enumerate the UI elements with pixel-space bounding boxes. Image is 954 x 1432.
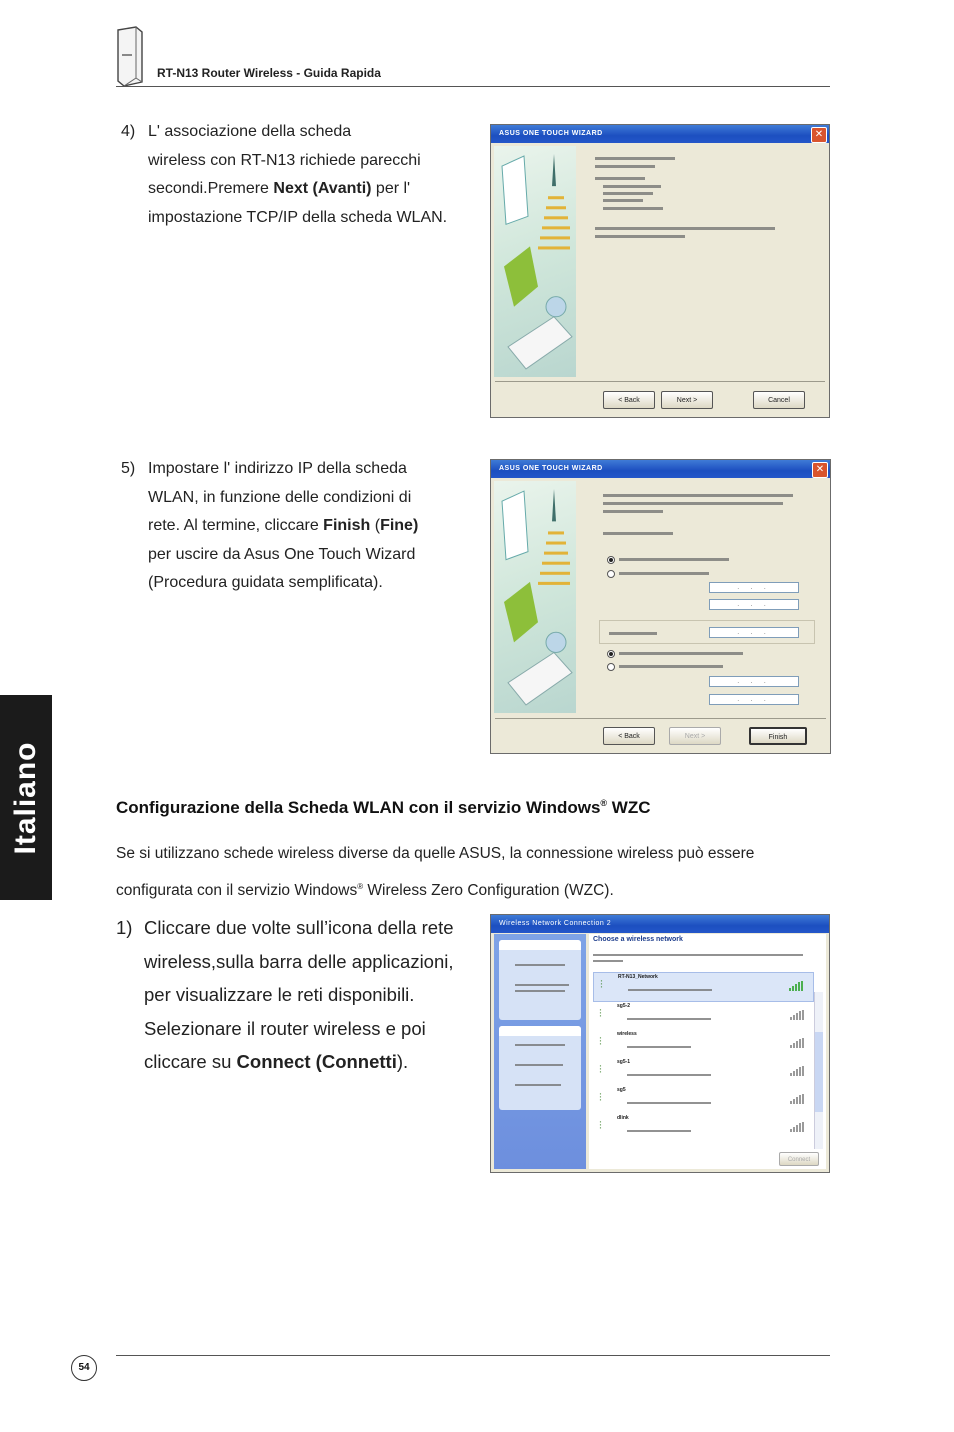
- back-button[interactable]: < Back: [603, 391, 655, 409]
- network-item[interactable]: [593, 1002, 814, 1030]
- header-divider: [116, 86, 830, 87]
- network-name: dlink: [617, 1115, 629, 1121]
- wireless-antenna-icon: ⫶: [599, 1036, 602, 1048]
- network-name: sg5-1: [617, 1059, 631, 1065]
- header-title: RT-N13 Router Wireless - Guida Rapida: [157, 66, 381, 80]
- step-4: [121, 118, 471, 238]
- step-number: 4): [121, 123, 136, 140]
- network-item[interactable]: [593, 1030, 814, 1058]
- section-heading-text: WZC: [607, 798, 651, 817]
- wireless-antenna-icon: ⫶: [599, 1064, 602, 1076]
- obtain-dns-auto-radio[interactable]: [607, 650, 615, 658]
- default-gateway-field[interactable]: . . .: [709, 627, 799, 638]
- language-side-tab: [0, 695, 52, 900]
- dialog-titlebar: ASUS ONE TOUCH WIZARD: [491, 460, 830, 478]
- paragraph-text: configurata con il servizio Windows: [116, 881, 358, 899]
- signal-strength-icon: [790, 1010, 806, 1020]
- section-paragraph: [116, 838, 816, 907]
- step-number: 5): [121, 460, 136, 477]
- subnet-mask-field[interactable]: . . .: [709, 599, 799, 610]
- close-icon: ✕: [812, 462, 828, 478]
- step-number: 1): [116, 917, 133, 938]
- finish-label: Finish: [323, 517, 371, 535]
- network-item[interactable]: [593, 1114, 814, 1142]
- step-text-line: (Procedura guidata semplificata).: [148, 574, 383, 592]
- page-number-badge: 54: [71, 1355, 97, 1381]
- paragraph-line: Se si utilizzano schede wireless diverse da quelle ASUS, la connessione wireless può essere: [116, 845, 755, 862]
- step-text-line: per uscire da Asus One Touch Wizard: [148, 545, 416, 563]
- network-name: sg5: [617, 1087, 626, 1093]
- footer-divider: [116, 1355, 830, 1356]
- network-tasks-panel: [499, 940, 581, 1020]
- step-text: ).: [396, 1051, 409, 1072]
- step-text-line: L' associazione della scheda: [148, 123, 352, 140]
- next-button[interactable]: Next >: [661, 391, 713, 409]
- dialog-titlebar: ASUS ONE TOUCH WIZARD: [491, 125, 829, 143]
- dialog-titlebar: Wireless Network Connection 2: [491, 915, 829, 933]
- step-text: per l': [371, 180, 411, 198]
- step-text-line: wireless con RT-N13 richiede parecchi: [148, 151, 421, 169]
- wireless-antenna-icon: ⫶: [599, 1120, 602, 1132]
- related-tasks-panel: [499, 1026, 581, 1110]
- next-button: Next >: [669, 727, 721, 745]
- next-label: Next (Avanti): [273, 180, 372, 198]
- signal-strength-icon: [790, 1094, 806, 1104]
- finish-button[interactable]: Finish: [749, 727, 807, 745]
- preferred-dns-field[interactable]: . . .: [709, 676, 799, 687]
- wireless-antenna-icon: ⫶: [600, 979, 603, 991]
- connect-label: Connect (Connetti: [236, 1051, 397, 1072]
- registered-mark: ®: [357, 881, 364, 891]
- step-text: rete. Al termine, cliccare: [148, 517, 324, 535]
- section-heading: [116, 798, 650, 818]
- signal-strength-icon: [789, 981, 805, 991]
- connect-button[interactable]: Connect: [779, 1152, 819, 1166]
- signal-strength-icon: [790, 1122, 806, 1132]
- cancel-button[interactable]: Cancel: [753, 391, 805, 409]
- signal-strength-icon: [790, 1066, 806, 1076]
- use-following-ip-radio[interactable]: [607, 570, 615, 578]
- step-text-line: impostazione TCP/IP della scheda WLAN.: [148, 208, 448, 226]
- network-item[interactable]: [593, 972, 814, 1002]
- network-list-scrollbar[interactable]: [814, 992, 823, 1149]
- close-icon: ✕: [811, 127, 827, 143]
- step-5: [121, 455, 471, 605]
- wzc-task-pane: [494, 934, 586, 1169]
- fine-label: Fine): [380, 517, 419, 535]
- step-text-line: Impostare l' indirizzo IP della scheda: [148, 460, 407, 477]
- section-heading-text: Configurazione della Scheda WLAN con il servizio Windows: [116, 798, 601, 817]
- wireless-antenna-icon: ⫶: [599, 1008, 602, 1020]
- step-1: [116, 911, 476, 1086]
- ip-address-field[interactable]: . . .: [709, 582, 799, 593]
- obtain-ip-auto-radio[interactable]: [607, 556, 615, 564]
- wizard-screenshot-ip-settings: [490, 459, 831, 754]
- wizard-illustration: [494, 481, 576, 713]
- wizard-screenshot-connected: [490, 124, 830, 418]
- alternate-dns-field[interactable]: . . .: [709, 694, 799, 705]
- network-name: sg5-2: [617, 1003, 631, 1009]
- wzc-screenshot: [490, 914, 830, 1173]
- wireless-antenna-icon: ⫶: [599, 1092, 602, 1104]
- network-name: wireless: [617, 1031, 637, 1037]
- wzc-main-pane: [589, 934, 826, 1169]
- language-label: Italiano: [9, 740, 42, 855]
- wizard-illustration: [494, 146, 576, 377]
- network-name: RT-N13_Network: [618, 974, 658, 980]
- step-text-line: Selezionare il router wireless e poi: [144, 1017, 426, 1039]
- step-text-line: Cliccare due volte sull’icona della rete: [144, 917, 454, 938]
- step-text-line: wireless,sulla barra delle applicazioni,: [144, 950, 454, 972]
- choose-network-heading: Choose a wireless network: [593, 936, 683, 943]
- use-following-dns-radio[interactable]: [607, 663, 615, 671]
- registered-mark: ®: [600, 798, 608, 808]
- network-item[interactable]: [593, 1058, 814, 1086]
- step-text-line: WLAN, in funzione delle condizioni di: [148, 488, 412, 506]
- step-text: (: [370, 517, 381, 535]
- back-button[interactable]: < Back: [603, 727, 655, 745]
- signal-strength-icon: [790, 1038, 806, 1048]
- network-item[interactable]: [593, 1086, 814, 1114]
- paragraph-text: Wireless Zero Configuration (WZC).: [363, 881, 614, 899]
- step-text-line: per visualizzare le reti disponibili.: [144, 984, 415, 1005]
- router-logo-icon: [112, 26, 146, 88]
- step-text: secondi.Premere: [148, 180, 274, 198]
- step-text: cliccare su: [144, 1051, 237, 1072]
